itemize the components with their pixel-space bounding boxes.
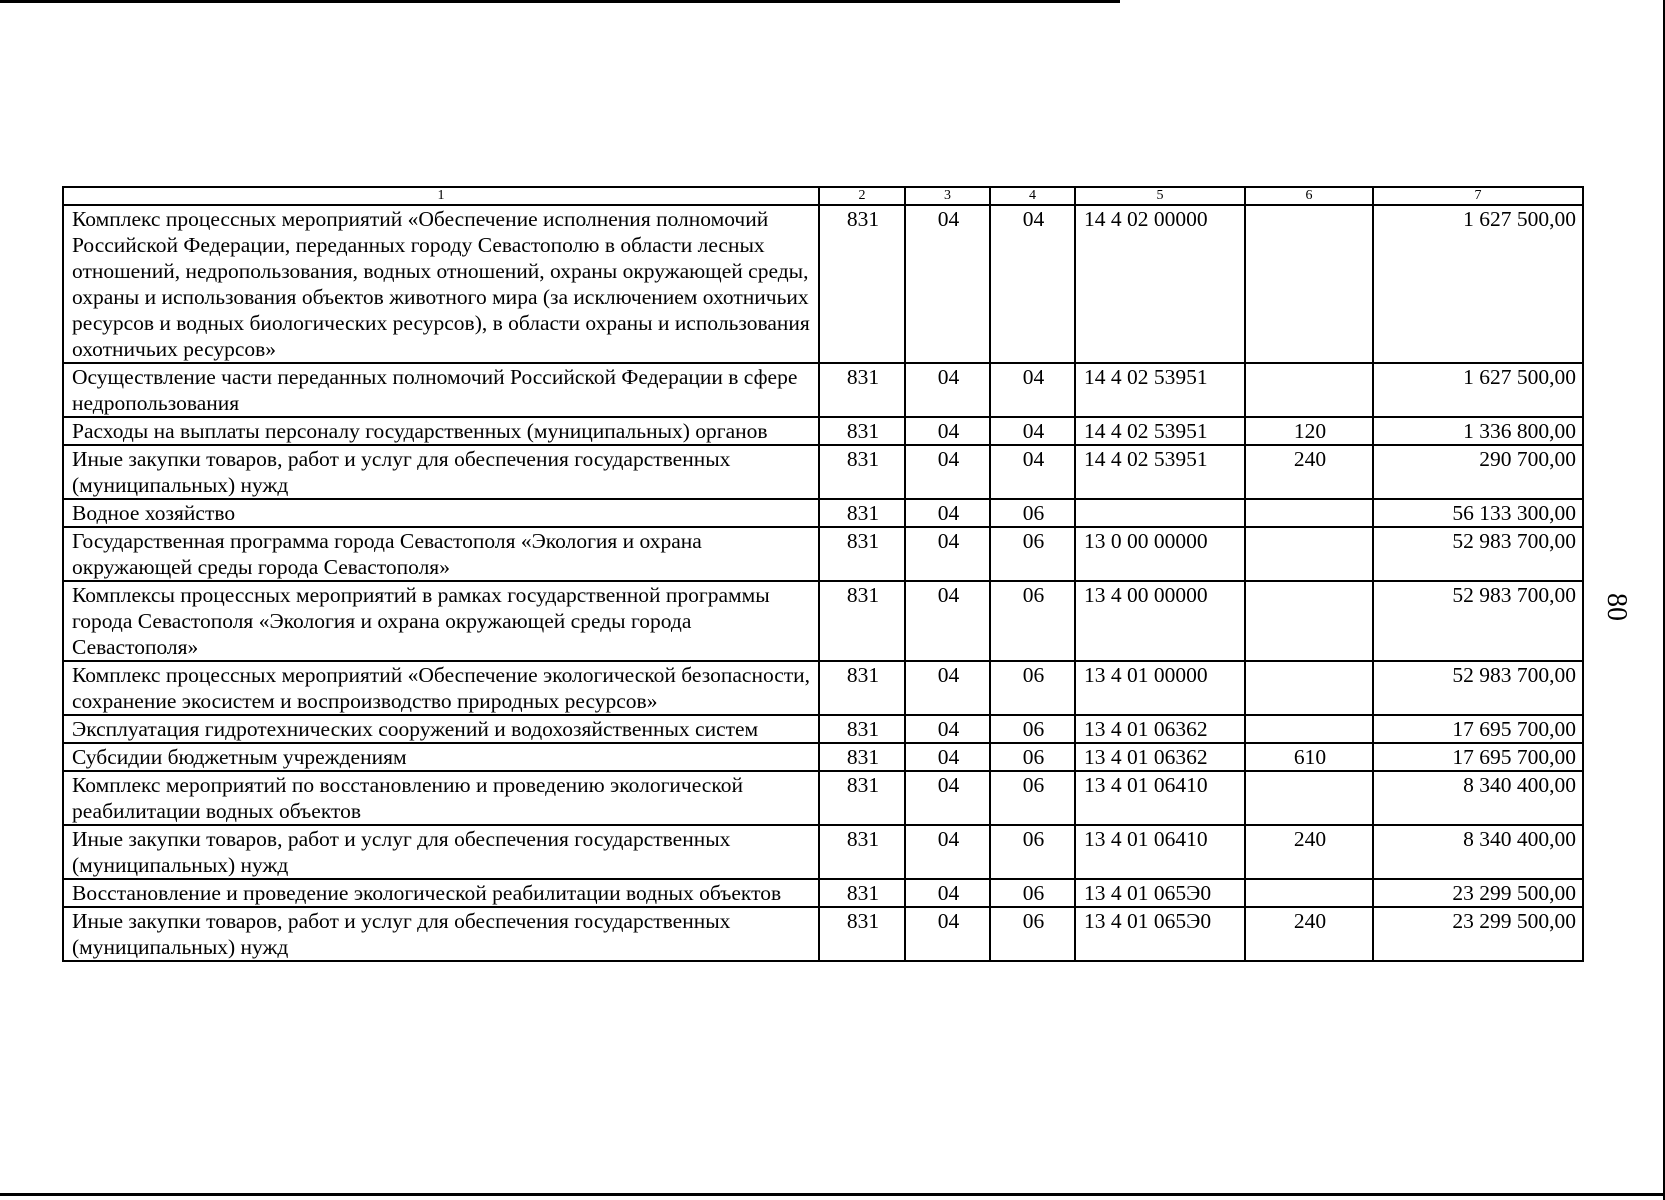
row-category-cell	[1245, 715, 1373, 743]
row-name-cell: Комплекс процессных мероприятий «Обеспечение экологической безопасности, сохранение экосистем и воспроизводство природных ресурсов»	[63, 661, 819, 715]
row-subsection-cell: 06	[990, 661, 1075, 715]
row-sum-cell: 1 627 500,00	[1373, 205, 1583, 363]
row-code-cell: 831	[819, 205, 905, 363]
row-article-cell: 13 4 01 065Э0	[1075, 907, 1245, 961]
table-row	[63, 205, 1583, 363]
row-name-cell: Осуществление части переданных полномочий Российской Федерации в сфере недропользования	[63, 363, 819, 417]
row-subsection-cell: 04	[990, 363, 1075, 417]
table-row	[63, 363, 1583, 417]
scan-edge-bottom	[0, 1193, 1665, 1196]
row-sum-cell: 1 627 500,00	[1373, 363, 1583, 417]
row-article-cell	[1075, 499, 1245, 527]
row-name-cell: Комплекс процессных мероприятий «Обеспечение исполнения полномочий Российской Федерации, переданных городу Севастополю в области лесных отношений, недропользования, водных отношений, охраны окружающей среды, охраны и использования объектов животного мира (за исключением охотничьих ресурсов и водных биологических ресурсов), в области охраны и использования охотничьих ресурсов»	[63, 205, 819, 363]
row-article-cell: 13 0 00 00000	[1075, 527, 1245, 581]
table-row	[63, 527, 1583, 581]
row-sum-cell: 290 700,00	[1373, 445, 1583, 499]
row-category-cell: 120	[1245, 417, 1373, 445]
row-section-cell: 04	[905, 581, 990, 661]
row-article-cell: 13 4 01 06410	[1075, 771, 1245, 825]
row-code-cell: 831	[819, 417, 905, 445]
row-code-cell: 831	[819, 661, 905, 715]
row-subsection-cell: 06	[990, 499, 1075, 527]
row-subsection-cell: 04	[990, 417, 1075, 445]
scan-edge-top	[0, 0, 1120, 3]
row-category-cell	[1245, 499, 1373, 527]
row-sum-cell: 8 340 400,00	[1373, 825, 1583, 879]
page-number: 80	[1601, 593, 1632, 621]
row-section-cell: 04	[905, 527, 990, 581]
row-sum-cell: 8 340 400,00	[1373, 771, 1583, 825]
budget-table-body	[63, 187, 1583, 961]
table-row	[63, 743, 1583, 771]
row-section-cell: 04	[905, 499, 990, 527]
row-section-cell: 04	[905, 445, 990, 499]
row-category-cell: 240	[1245, 445, 1373, 499]
table-header-row	[63, 187, 1583, 205]
row-code-cell: 831	[819, 879, 905, 907]
row-sum-cell: 52 983 700,00	[1373, 661, 1583, 715]
row-name-cell: Водное хозяйство	[63, 499, 819, 527]
row-section-cell: 04	[905, 743, 990, 771]
row-subsection-cell: 06	[990, 771, 1075, 825]
row-section-cell: 04	[905, 715, 990, 743]
row-category-cell	[1245, 771, 1373, 825]
table-row	[63, 499, 1583, 527]
row-section-cell: 04	[905, 363, 990, 417]
table-row	[63, 417, 1583, 445]
row-code-cell: 831	[819, 771, 905, 825]
header-cell: 4	[990, 187, 1075, 205]
row-category-cell	[1245, 205, 1373, 363]
row-subsection-cell: 06	[990, 879, 1075, 907]
row-name-cell: Комплексы процессных мероприятий в рамках государственной программы города Севастополя «Экология и охрана окружающей среды города Севастополя»	[63, 581, 819, 661]
row-code-cell: 831	[819, 527, 905, 581]
header-cell: 1	[63, 187, 819, 205]
row-code-cell: 831	[819, 363, 905, 417]
row-code-cell: 831	[819, 743, 905, 771]
row-name-cell: Комплекс мероприятий по восстановлению и проведению экологической реабилитации водных объектов	[63, 771, 819, 825]
row-section-cell: 04	[905, 907, 990, 961]
row-section-cell: 04	[905, 417, 990, 445]
row-article-cell: 13 4 01 065Э0	[1075, 879, 1245, 907]
header-cell: 6	[1245, 187, 1373, 205]
row-category-cell	[1245, 581, 1373, 661]
row-sum-cell: 23 299 500,00	[1373, 879, 1583, 907]
row-category-cell: 610	[1245, 743, 1373, 771]
row-section-cell: 04	[905, 661, 990, 715]
row-code-cell: 831	[819, 445, 905, 499]
header-cell: 2	[819, 187, 905, 205]
row-category-cell: 240	[1245, 907, 1373, 961]
row-sum-cell: 52 983 700,00	[1373, 527, 1583, 581]
row-article-cell: 14 4 02 53951	[1075, 363, 1245, 417]
row-article-cell: 13 4 01 00000	[1075, 661, 1245, 715]
row-name-cell: Иные закупки товаров, работ и услуг для обеспечения государственных (муниципальных) нужд	[63, 445, 819, 499]
row-sum-cell: 56 133 300,00	[1373, 499, 1583, 527]
row-subsection-cell: 06	[990, 907, 1075, 961]
row-code-cell: 831	[819, 715, 905, 743]
row-name-cell: Иные закупки товаров, работ и услуг для обеспечения государственных (муниципальных) нужд	[63, 907, 819, 961]
budget-table	[62, 186, 1584, 962]
table-row	[63, 581, 1583, 661]
row-subsection-cell: 04	[990, 445, 1075, 499]
table-row	[63, 825, 1583, 879]
row-name-cell: Расходы на выплаты персоналу государственных (муниципальных) органов	[63, 417, 819, 445]
row-subsection-cell: 06	[990, 581, 1075, 661]
row-subsection-cell: 06	[990, 825, 1075, 879]
row-name-cell: Государственная программа города Севастополя «Экология и охрана окружающей среды города Севастополя»	[63, 527, 819, 581]
row-article-cell: 13 4 01 06362	[1075, 715, 1245, 743]
row-name-cell: Субсидии бюджетным учреждениям	[63, 743, 819, 771]
row-article-cell: 14 4 02 00000	[1075, 205, 1245, 363]
row-subsection-cell: 06	[990, 715, 1075, 743]
table-row	[63, 879, 1583, 907]
row-article-cell: 13 4 00 00000	[1075, 581, 1245, 661]
row-article-cell: 14 4 02 53951	[1075, 417, 1245, 445]
row-code-cell: 831	[819, 499, 905, 527]
header-cell: 7	[1373, 187, 1583, 205]
row-name-cell: Восстановление и проведение экологической реабилитации водных объектов	[63, 879, 819, 907]
row-section-cell: 04	[905, 771, 990, 825]
row-sum-cell: 1 336 800,00	[1373, 417, 1583, 445]
row-code-cell: 831	[819, 581, 905, 661]
header-cell: 3	[905, 187, 990, 205]
row-sum-cell: 23 299 500,00	[1373, 907, 1583, 961]
table-row	[63, 715, 1583, 743]
row-name-cell: Иные закупки товаров, работ и услуг для обеспечения государственных (муниципальных) нужд	[63, 825, 819, 879]
row-article-cell: 14 4 02 53951	[1075, 445, 1245, 499]
header-cell: 5	[1075, 187, 1245, 205]
row-category-cell: 240	[1245, 825, 1373, 879]
row-category-cell	[1245, 527, 1373, 581]
row-category-cell	[1245, 363, 1373, 417]
row-sum-cell: 17 695 700,00	[1373, 743, 1583, 771]
row-code-cell: 831	[819, 825, 905, 879]
row-article-cell: 13 4 01 06410	[1075, 825, 1245, 879]
row-code-cell: 831	[819, 907, 905, 961]
table-row	[63, 907, 1583, 961]
row-sum-cell: 17 695 700,00	[1373, 715, 1583, 743]
row-subsection-cell: 04	[990, 205, 1075, 363]
row-section-cell: 04	[905, 879, 990, 907]
row-subsection-cell: 06	[990, 743, 1075, 771]
row-category-cell	[1245, 879, 1373, 907]
row-section-cell: 04	[905, 825, 990, 879]
row-article-cell: 13 4 01 06362	[1075, 743, 1245, 771]
row-sum-cell: 52 983 700,00	[1373, 581, 1583, 661]
row-subsection-cell: 06	[990, 527, 1075, 581]
table-row	[63, 771, 1583, 825]
row-section-cell: 04	[905, 205, 990, 363]
row-name-cell: Эксплуатация гидротехнических сооружений и водохозяйственных систем	[63, 715, 819, 743]
table-row	[63, 445, 1583, 499]
row-category-cell	[1245, 661, 1373, 715]
table-row	[63, 661, 1583, 715]
